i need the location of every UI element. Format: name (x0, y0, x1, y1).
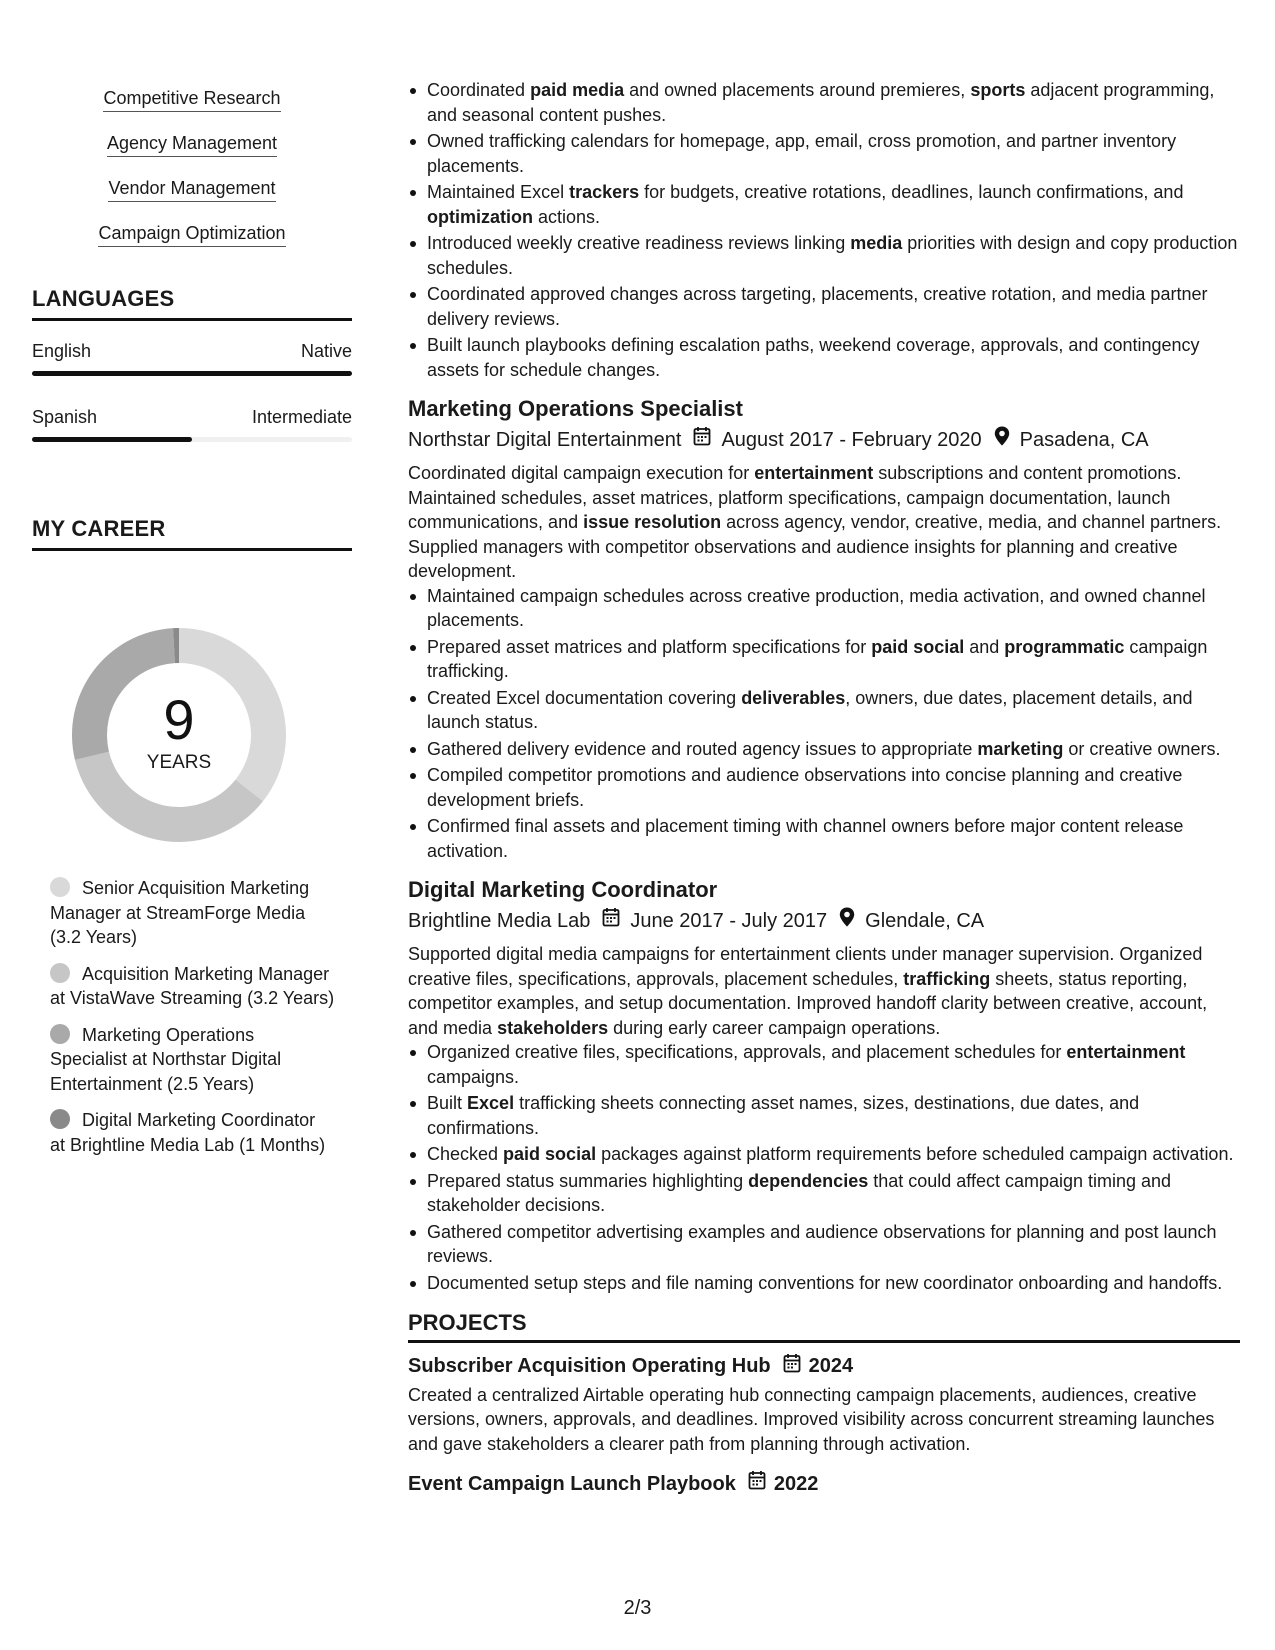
career-legend-item (50, 1108, 335, 1157)
project-name: Event Campaign Launch Playbook (408, 1472, 736, 1495)
career-donut-chart (64, 620, 294, 850)
bullet-item: Maintained campaign schedules across creative production, media activation, and owned channel placements. (408, 584, 1240, 633)
project-name: Subscriber Acquisition Operating Hub (408, 1355, 771, 1377)
language-level: Native (300, 341, 352, 361)
language-bar (32, 437, 352, 442)
career-years-label: YEARS (146, 752, 212, 773)
calendar-icon (693, 426, 711, 453)
job-bullets (408, 584, 1240, 864)
bullet-item: Coordinated approved changes across targeting, placements, creative rotation, and media partner delivery reviews. (408, 282, 1240, 331)
job-description: Coordinated digital campaign execution for entertainment subscriptions and content promotions. Maintained schedules, asset matrices, platform specifications, campaign documentation, launch communications, and issue resolution across agency, vendor, creative, media, and channel partners. Supplied managers with competitor observations and audience insights for planning and creative development. (408, 463, 1222, 581)
career-legend-label: Senior Acquisition Marketing Manager at StreamForge Media (3.2 Years) (50, 878, 310, 947)
bullet-item: Built Excel trafficking sheets connecting asset names, sizes, destinations, due dates, and confirmations. (408, 1091, 1240, 1140)
page-number-text: 2/3 (623, 1597, 652, 1619)
job-location: Glendale, CA (865, 909, 985, 932)
job-title: Marketing Operations Specialist (408, 396, 743, 421)
bullet-item: Owned trafficking calendars for homepage, app, email, cross promotion, and partner inventory placements. (408, 129, 1240, 178)
calendar-icon (748, 1470, 766, 1497)
bullet-item: Checked paid social packages against platform requirements before scheduled campaign activation. (408, 1142, 1240, 1167)
skills-list (32, 86, 352, 266)
bullet-item: Organized creative files, specifications, approvals, and placement schedules for entertainment campaigns. (408, 1040, 1240, 1089)
bullet-item: Built launch playbooks defining escalation paths, weekend coverage, approvals, and contingency assets for schedule changes. (408, 333, 1240, 382)
map-pin-icon (994, 426, 1010, 453)
project-title (408, 1353, 1240, 1380)
language-bar-fill (32, 437, 192, 442)
bullet-item: Prepared status summaries highlighting dependencies that could affect campaign timing and stakeholder decisions. (408, 1169, 1240, 1218)
bullet-item: Coordinated paid media and owned placements around premieres, sports adjacent programming, and seasonal content pushes. (408, 78, 1240, 127)
job-meta (408, 907, 1240, 934)
language-bar-fill (32, 371, 352, 376)
career-legend-item (50, 1023, 335, 1097)
page-number (0, 1597, 1275, 1620)
legend-dot (50, 877, 70, 897)
bullet-item: Confirmed final assets and placement timing with channel owners before major content release activation. (408, 814, 1240, 863)
skill-tag: Campaign Optimization (98, 221, 285, 247)
career-legend-label: Marketing Operations Specialist at Northstar Digital Entertainment (2.5 Years) (50, 1024, 282, 1094)
career-legend-item (50, 876, 335, 950)
career-legend-item (50, 962, 335, 1011)
job-company: Brightline Media Lab (408, 909, 591, 932)
bullet-item: Gathered competitor advertising examples and audience observations for planning and post launch reviews. (408, 1220, 1240, 1269)
map-pin-icon (839, 907, 855, 934)
main-column (408, 78, 1240, 1497)
bullet-item: Introduced weekly creative readiness reviews linking media priorities with design and copy production schedules. (408, 231, 1240, 280)
project-year: 2024 (808, 1355, 854, 1377)
bullet-item: Created Excel documentation covering deliverables, owners, due dates, placement details, and launch status. (408, 686, 1240, 735)
projects-heading: PROJECTS (408, 1311, 1240, 1343)
career-legend-label: Digital Marketing Coordinator at Brightline Media Lab (1 Months) (50, 1110, 326, 1155)
job-title: Digital Marketing Coordinator (408, 877, 718, 902)
legend-dot (50, 963, 70, 983)
previous-job-bullets (408, 78, 1240, 382)
career-total-years: 9 (163, 688, 195, 751)
career-legend (50, 876, 335, 1169)
language-level: Intermediate (251, 407, 352, 427)
language-name: Spanish (32, 407, 98, 427)
project-description: Created a centralized Airtable operating hub connecting campaign placements, audiences, creative versions, owners, approvals, and deadlines. Improved visibility across concurrent streaming launches and gave stakeholders a clearer path from planning through activation. (408, 1384, 1215, 1454)
legend-dot (50, 1109, 70, 1129)
job-dates: August 2017 - February 2020 (721, 428, 982, 451)
language-bar (32, 371, 352, 376)
bullet-item: Documented setup steps and file naming conventions for new coordinator onboarding and handoffs. (408, 1271, 1240, 1296)
legend-dot (50, 1024, 70, 1044)
languages-heading: LANGUAGES (32, 286, 352, 321)
job-description: Supported digital media campaigns for entertainment clients under manager supervision. Organized creative files, specifications, approvals, placement schedules, trafficking sheets, status reporting, competitor examples, and setup documentation. Improved handoff clarity between creative, account, and media stakeholders during early career campaign operations. (408, 944, 1208, 1038)
calendar-icon (783, 1353, 801, 1380)
skill-tag: Vendor Management (108, 176, 275, 202)
bullet-item: Compiled competitor promotions and audience observations into concise planning and creative development briefs. (408, 763, 1240, 812)
job-meta (408, 426, 1240, 453)
bullet-item: Gathered delivery evidence and routed agency issues to appropriate marketing or creative owners. (408, 737, 1240, 762)
job-bullets (408, 1040, 1240, 1295)
career-heading: MY CAREER (32, 516, 352, 551)
career-legend-label: Acquisition Marketing Manager at VistaWave Streaming (3.2 Years) (50, 963, 335, 1008)
project-title (408, 1470, 1240, 1497)
skill-tag: Competitive Research (103, 86, 280, 112)
job-location: Pasadena, CA (1019, 428, 1149, 451)
skill-tag: Agency Management (107, 131, 277, 157)
calendar-icon (602, 907, 620, 934)
language-name: English (32, 341, 92, 361)
job-company: Northstar Digital Entertainment (408, 428, 682, 451)
bullet-item: Maintained Excel trackers for budgets, creative rotations, deadlines, launch confirmations, and optimization actions. (408, 180, 1240, 229)
job-dates: June 2017 - July 2017 (630, 909, 828, 932)
bullet-item: Prepared asset matrices and platform specifications for paid social and programmatic campaign trafficking. (408, 635, 1240, 684)
project-year: 2022 (773, 1472, 819, 1495)
